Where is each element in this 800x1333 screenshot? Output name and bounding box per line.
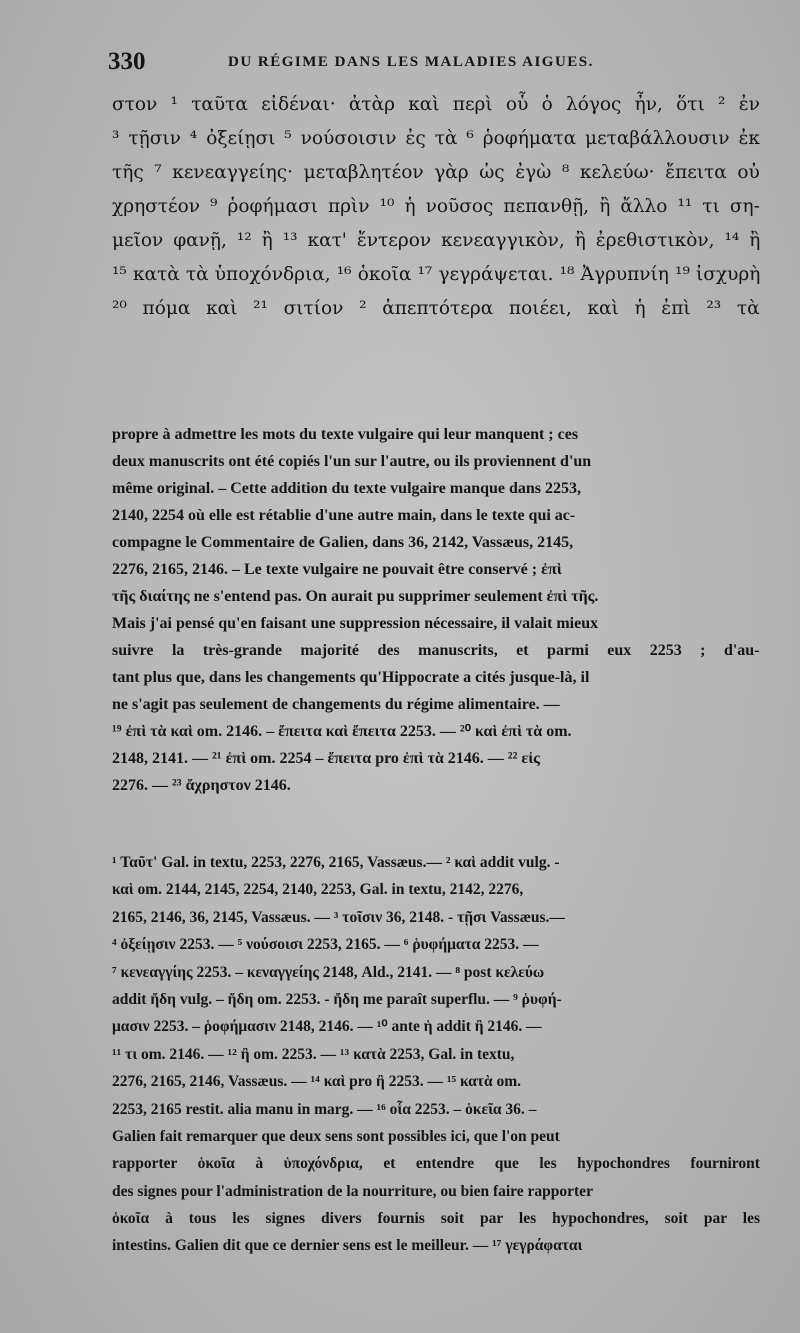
commentary-line: suivre la très-grande majorité des manuscrits, et parmi eux 2253 ; d'au- — [112, 642, 760, 659]
footnote-line: καὶ om. 2144, 2145, 2254, 2140, 2253, Gal. in textu, 2142, 2276, — [112, 881, 524, 899]
footnote-line: addit ἤδη vulg. – ἤδη om. 2253. - ἤδη me paraît superflu. — ⁹ ῥυφή- — [112, 990, 562, 1008]
commentary-line: Mais j'ai pensé qu'en faisant une suppression nécessaire, il valait mieux — [112, 615, 599, 632]
footnote-line: ὁκοῖα à tous les signes divers fournis soit par les hypochondres, soit par les — [112, 1210, 760, 1228]
footnote-line: ⁴ ὀξείῃσιν 2253. — ⁵ νούσοισι 2253, 2165. — ⁶ ῥυφήματα 2253. — — [112, 936, 539, 954]
greek-line: ²⁰ πόμα καὶ ²¹ σιτίον ² ἀπεπτότερα ποιέει, καὶ ἡ ἐπὶ ²³ τὰ — [112, 298, 760, 319]
footnote-line: 2276, 2165, 2146, Vassæus. — ¹⁴ καὶ pro ἢ 2253. — ¹⁵ κατὰ om. — [112, 1073, 522, 1091]
greek-line: τῆς ⁷ κενεαγγείης· μεταβλητέον γὰρ ὡς ἐγὼ ⁸ κελεύω· ἔπειτα οὐ — [112, 162, 760, 183]
footnote-line: 2165, 2146, 36, 2145, Vassæus. — ³ τοῖσιν 36, 2148. - τῇσι Vassæus.— — [112, 908, 565, 926]
commentary-line: 2276. — ²³ ἄχρηστον 2146. — [112, 777, 291, 794]
footnotes-block — [112, 849, 760, 1260]
footnote-line: ¹ Ταῦτ' Gal. in textu, 2253, 2276, 2165, Vassæus.— ² καὶ addit vulg. - — [112, 854, 560, 871]
greek-line: ³ τῇσιν ⁴ ὀξείῃσι ⁵ νούσοισιν ἐς τὰ ⁶ ῥοφήματα μεταβάλλουσιν ἐκ — [112, 128, 760, 149]
greek-line: στον ¹ ταῦτα εἰδέναι· ἀτὰρ καὶ περὶ οὗ ὁ λόγος ἦν, ὅτι ² ἐν — [112, 94, 760, 115]
commentary-line: 2140, 2254 où elle est rétablie d'une autre main, dans le texte qui ac- — [112, 507, 576, 524]
commentary-line: compagne le Commentaire de Galien, dans 36, 2142, Vassæus, 2145, — [112, 534, 574, 551]
greek-text-block — [112, 88, 760, 326]
greek-line: ¹⁵ κατὰ τὰ ὑποχόνδρια, ¹⁶ ὁκοῖα ¹⁷ γεγράψεται. ¹⁸ Ἀγρυπνίη ¹⁹ ἰσχυρὴ — [112, 264, 760, 285]
commentary-line: même original. – Cette addition du texte vulgaire manque dans 2253, — [112, 480, 582, 497]
greek-line: χρηστέον ⁹ ῥοφήμασι πρὶν ¹⁰ ἡ νοῦσος πεπανθῇ, ἢ ἄλλο ¹¹ τι ση- — [112, 196, 760, 217]
greek-line: μεῖον φανῇ, ¹² ἢ ¹³ κατ' ἔντερον κενεαγγικὸν, ἢ ἐρεθιστικὸν, ¹⁴ ἢ — [112, 230, 760, 251]
footnote-line: Galien fait remarquer que deux sens sont possibles ici, que l'on peut — [112, 1127, 560, 1145]
footnote-line: des signes pour l'administration de la nourriture, ou bien faire rapporter — [112, 1182, 593, 1200]
footnote-line: intestins. Galien dit que ce dernier sens est le meilleur. — ¹⁷ γεγράφαται — [112, 1237, 583, 1255]
commentary-line: propre à admettre les mots du texte vulgaire qui leur manquent ; ces — [112, 426, 579, 443]
commentary-line: deux manuscrits ont été copiés l'un sur l'autre, ou ils proviennent d'un — [112, 453, 592, 470]
commentary-line: ¹⁹ ἐπὶ τὰ καὶ om. 2146. – ἔπειτα καὶ ἔπειτα 2253. — ²⁰ καὶ ἐπὶ τὰ om. — [112, 723, 572, 740]
commentary-line: 2276, 2165, 2146. – Le texte vulgaire ne pouvait être conservé ; ἐπὶ — [112, 561, 562, 578]
footnote-line: rapporter ὁκοῖα à ὑποχόνδρια, et entendre que les hypochondres fourniront — [112, 1155, 760, 1173]
commentary-line: 2148, 2141. — ²¹ ἐπὶ om. 2254 – ἔπειτα pro ἐπὶ τὰ 2146. — ²² εἰς — [112, 750, 540, 767]
running-title: DU RÉGIME DANS LES MALADIES AIGUES. — [228, 54, 594, 70]
page-number: 330 — [108, 48, 146, 75]
footnote-line: μασιν 2253. – ῥοφήμασιν 2148, 2146. — ¹⁰ ante ἡ addit ἢ 2146. — — [112, 1018, 542, 1036]
commentary-line: tant plus que, dans les changements qu'Hippocrate a cités jusque-là, il — [112, 669, 590, 686]
commentary-line: ne s'agit pas seulement de changements du régime alimentaire. — — [112, 696, 560, 713]
page-header — [108, 48, 748, 78]
commentary-block — [112, 421, 760, 799]
footnote-line: ⁷ κενεαγγίης 2253. – κεναγγείης 2148, Ald., 2141. — ⁸ post κελεύω — [112, 963, 545, 981]
footnote-line: 2253, 2165 restit. alia manu in marg. — ¹⁶ οἷα 2253. – ὁκεῖα 36. – — [112, 1100, 537, 1118]
commentary-line: τῆς διαίτης ne s'entend pas. On aurait pu supprimer seulement ἐπὶ τῆς. — [112, 588, 599, 605]
footnote-line: ¹¹ τι om. 2146. — ¹² ἢ om. 2253. — ¹³ κατὰ 2253, Gal. in textu, — [112, 1045, 515, 1063]
